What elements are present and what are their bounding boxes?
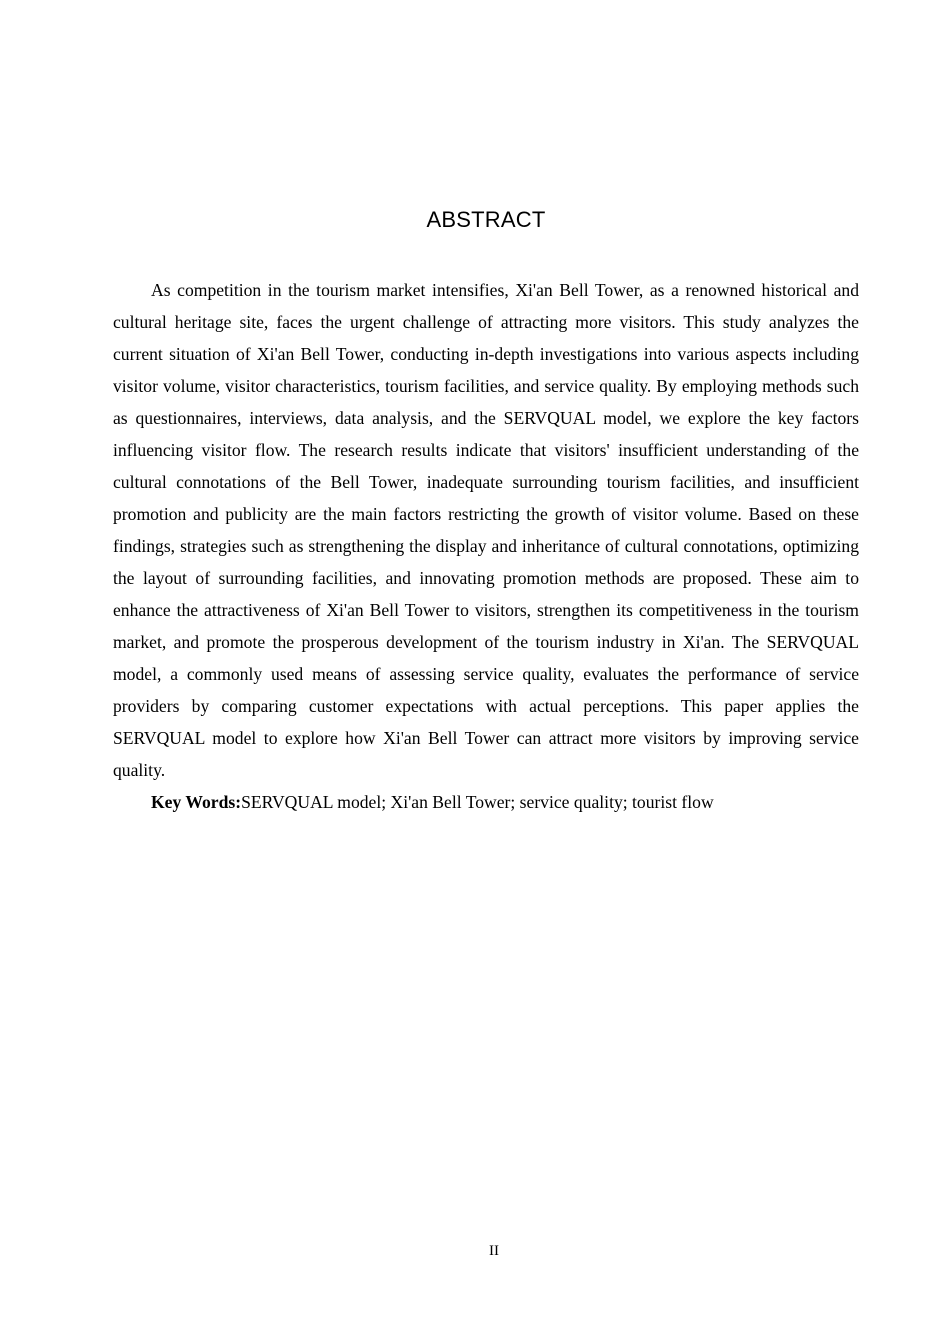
keywords-paragraph	[113, 786, 859, 818]
page-number: II	[489, 1243, 499, 1259]
abstract-body	[113, 274, 859, 818]
abstract-title: ABSTRACT	[426, 207, 546, 232]
keywords-text: SERVQUAL model; Xi'an Bell Tower; service quality; tourist flow	[241, 792, 714, 812]
keywords-label: Key Words:	[151, 792, 242, 812]
abstract-paragraph: As competition in the tourism market intensifies, Xi'an Bell Tower, as a renowned historical and cultural heritage site, faces the urgent challenge of attracting more visitors. This study analyzes the current situation of Xi'an Bell Tower, conducting in-depth investigations into various aspects including visitor volume, visitor characteristics, tourism facilities, and service quality. By employing methods such as questionnaires, interviews, data analysis, and the SERVQUAL model, we explore the key factors influencing visitor flow. The research results indicate that visitors' insufficient understanding of the cultural connotations of the Bell Tower, inadequate surrounding tourism facilities, and insufficient promotion and publicity are the main factors restricting the growth of visitor volume. Based on these findings, strategies such as strengthening the display and inheritance of cultural connotations, optimizing the layout of surrounding facilities, and innovating promotion methods are proposed. These aim to enhance the attractiveness of Xi'an Bell Tower to visitors, strengthen its competitiveness in the tourism market, and promote the prosperous development of the tourism industry in Xi'an. The SERVQUAL model, a commonly used means of assessing service quality, evaluates the performance of service providers by comparing customer expectations with actual perceptions. This paper applies the SERVQUAL model to explore how Xi'an Bell Tower can attract more visitors by improving service quality.	[113, 280, 859, 780]
